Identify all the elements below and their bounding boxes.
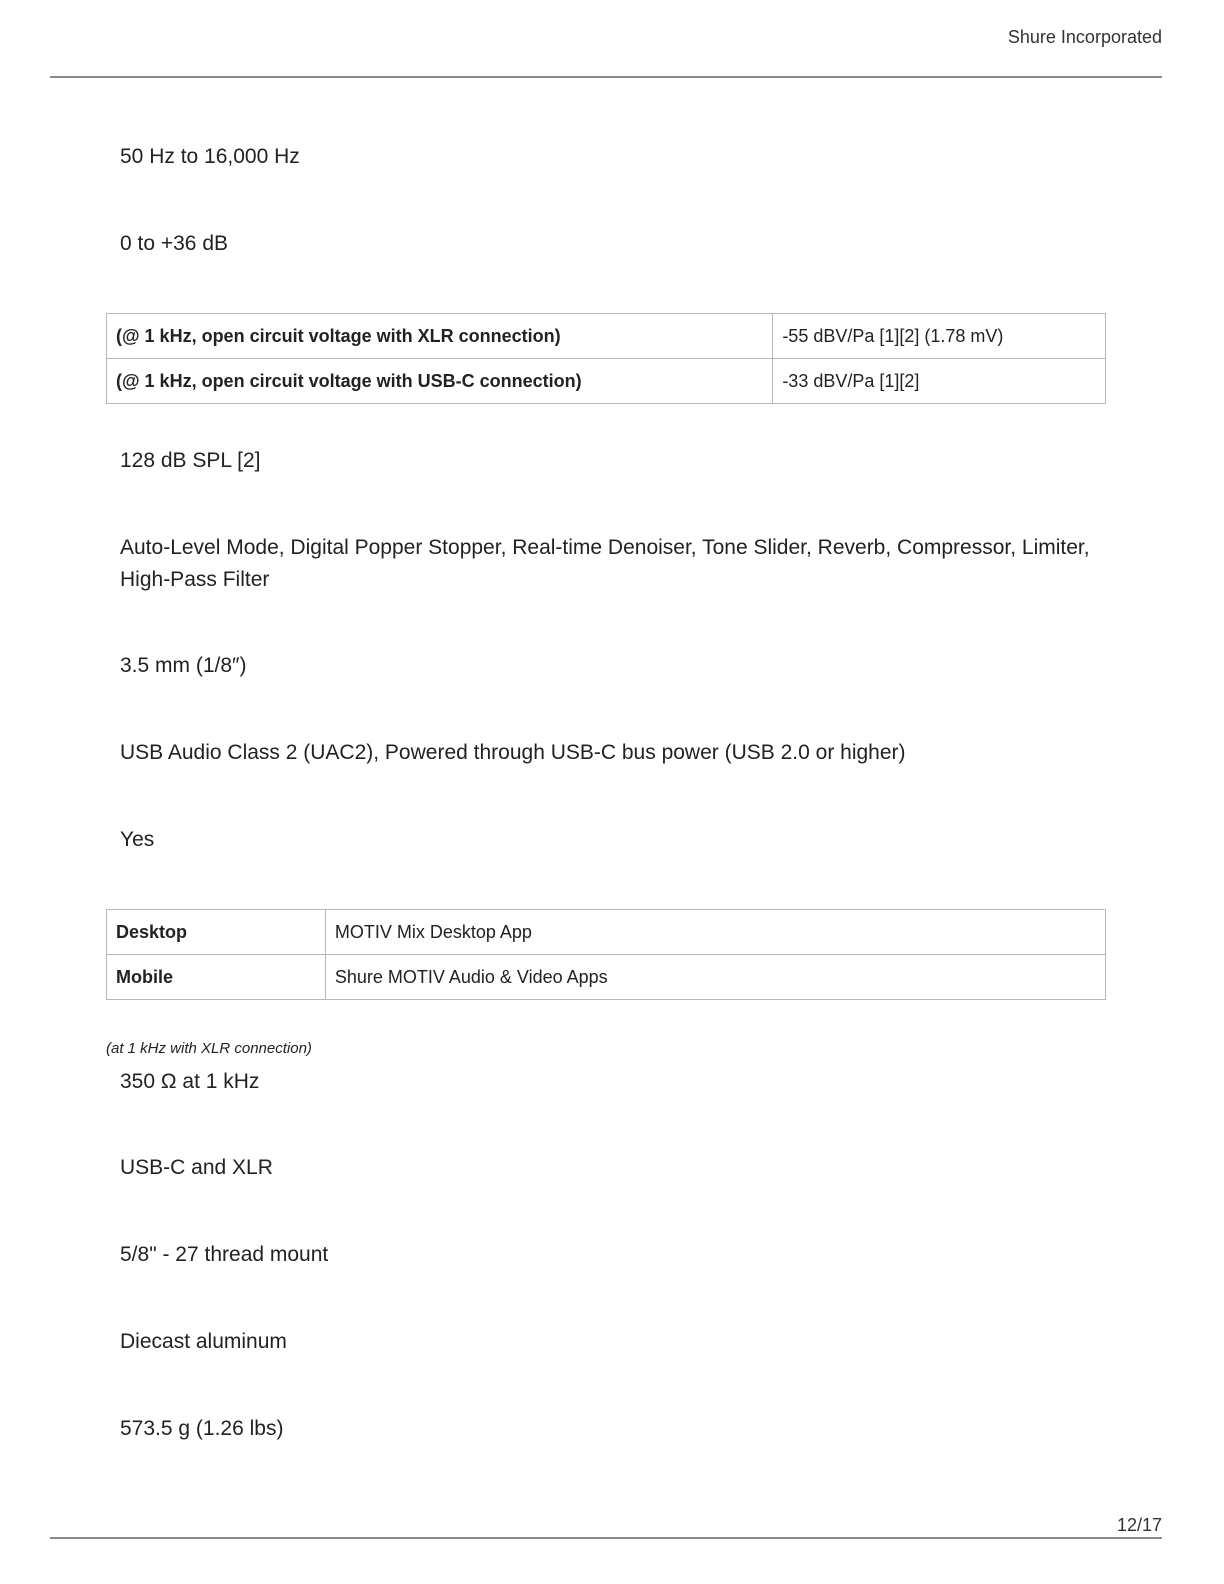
max-spl-value: 128 dB SPL [2] xyxy=(120,449,261,472)
sensitivity-table xyxy=(106,313,1106,404)
housing-value: Diecast aluminum xyxy=(120,1330,287,1353)
gain-range-value: 0 to +36 dB xyxy=(120,232,229,255)
power-requirements-value: USB Audio Class 2 (UAC2), Powered through USB-C bus power (USB 2.0 or higher) xyxy=(120,741,906,764)
sensitivity-xlr-value: -55 dBV/Pa [1][2] (1.78 mV) xyxy=(773,314,1106,359)
impedance-note: (at 1 kHz with XLR connection) xyxy=(106,1040,312,1057)
app-mobile-value: Shure MOTIV Audio & Video Apps xyxy=(325,955,1105,1000)
table-row xyxy=(107,955,1106,1000)
impedance-value: 350 Ω at 1 kHz xyxy=(120,1070,260,1093)
app-mobile-label: Mobile xyxy=(107,955,326,1000)
weight-value: 573.5 g (1.26 lbs) xyxy=(120,1417,284,1440)
app-desktop-label: Desktop xyxy=(107,910,326,955)
frequency-response-value: 50 Hz to 16,000 Hz xyxy=(120,145,300,168)
table-row xyxy=(107,359,1106,404)
page-number: 12/17 xyxy=(1116,1515,1162,1535)
app-desktop-value: MOTIV Mix Desktop App xyxy=(325,910,1105,955)
apps-table xyxy=(106,909,1106,1000)
header-divider xyxy=(50,76,1162,78)
sensitivity-usbc-value: -33 dBV/Pa [1][2] xyxy=(773,359,1106,404)
mfi-certified-value: Yes xyxy=(120,828,155,851)
sensitivity-usbc-label: (@ 1 kHz, open circuit voltage with USB-C connection) xyxy=(107,359,773,404)
output-connector-value: USB-C and XLR xyxy=(120,1156,273,1179)
dsp-features-value: Auto-Level Mode, Digital Popper Stopper, Real-time Denoiser, Tone Slider, Reverb, Compressor, Limiter, High-Pass Filter xyxy=(120,536,1090,591)
table-row xyxy=(107,910,1106,955)
mounting-value: 5/8" - 27 thread mount xyxy=(120,1243,329,1266)
footer-divider xyxy=(50,1537,1162,1539)
sensitivity-xlr-label: (@ 1 kHz, open circuit voltage with XLR connection) xyxy=(107,314,773,359)
table-row xyxy=(107,314,1106,359)
headphone-output-value: 3.5 mm (1/8″) xyxy=(120,654,247,677)
company-name: Shure Incorporated xyxy=(1007,27,1162,47)
